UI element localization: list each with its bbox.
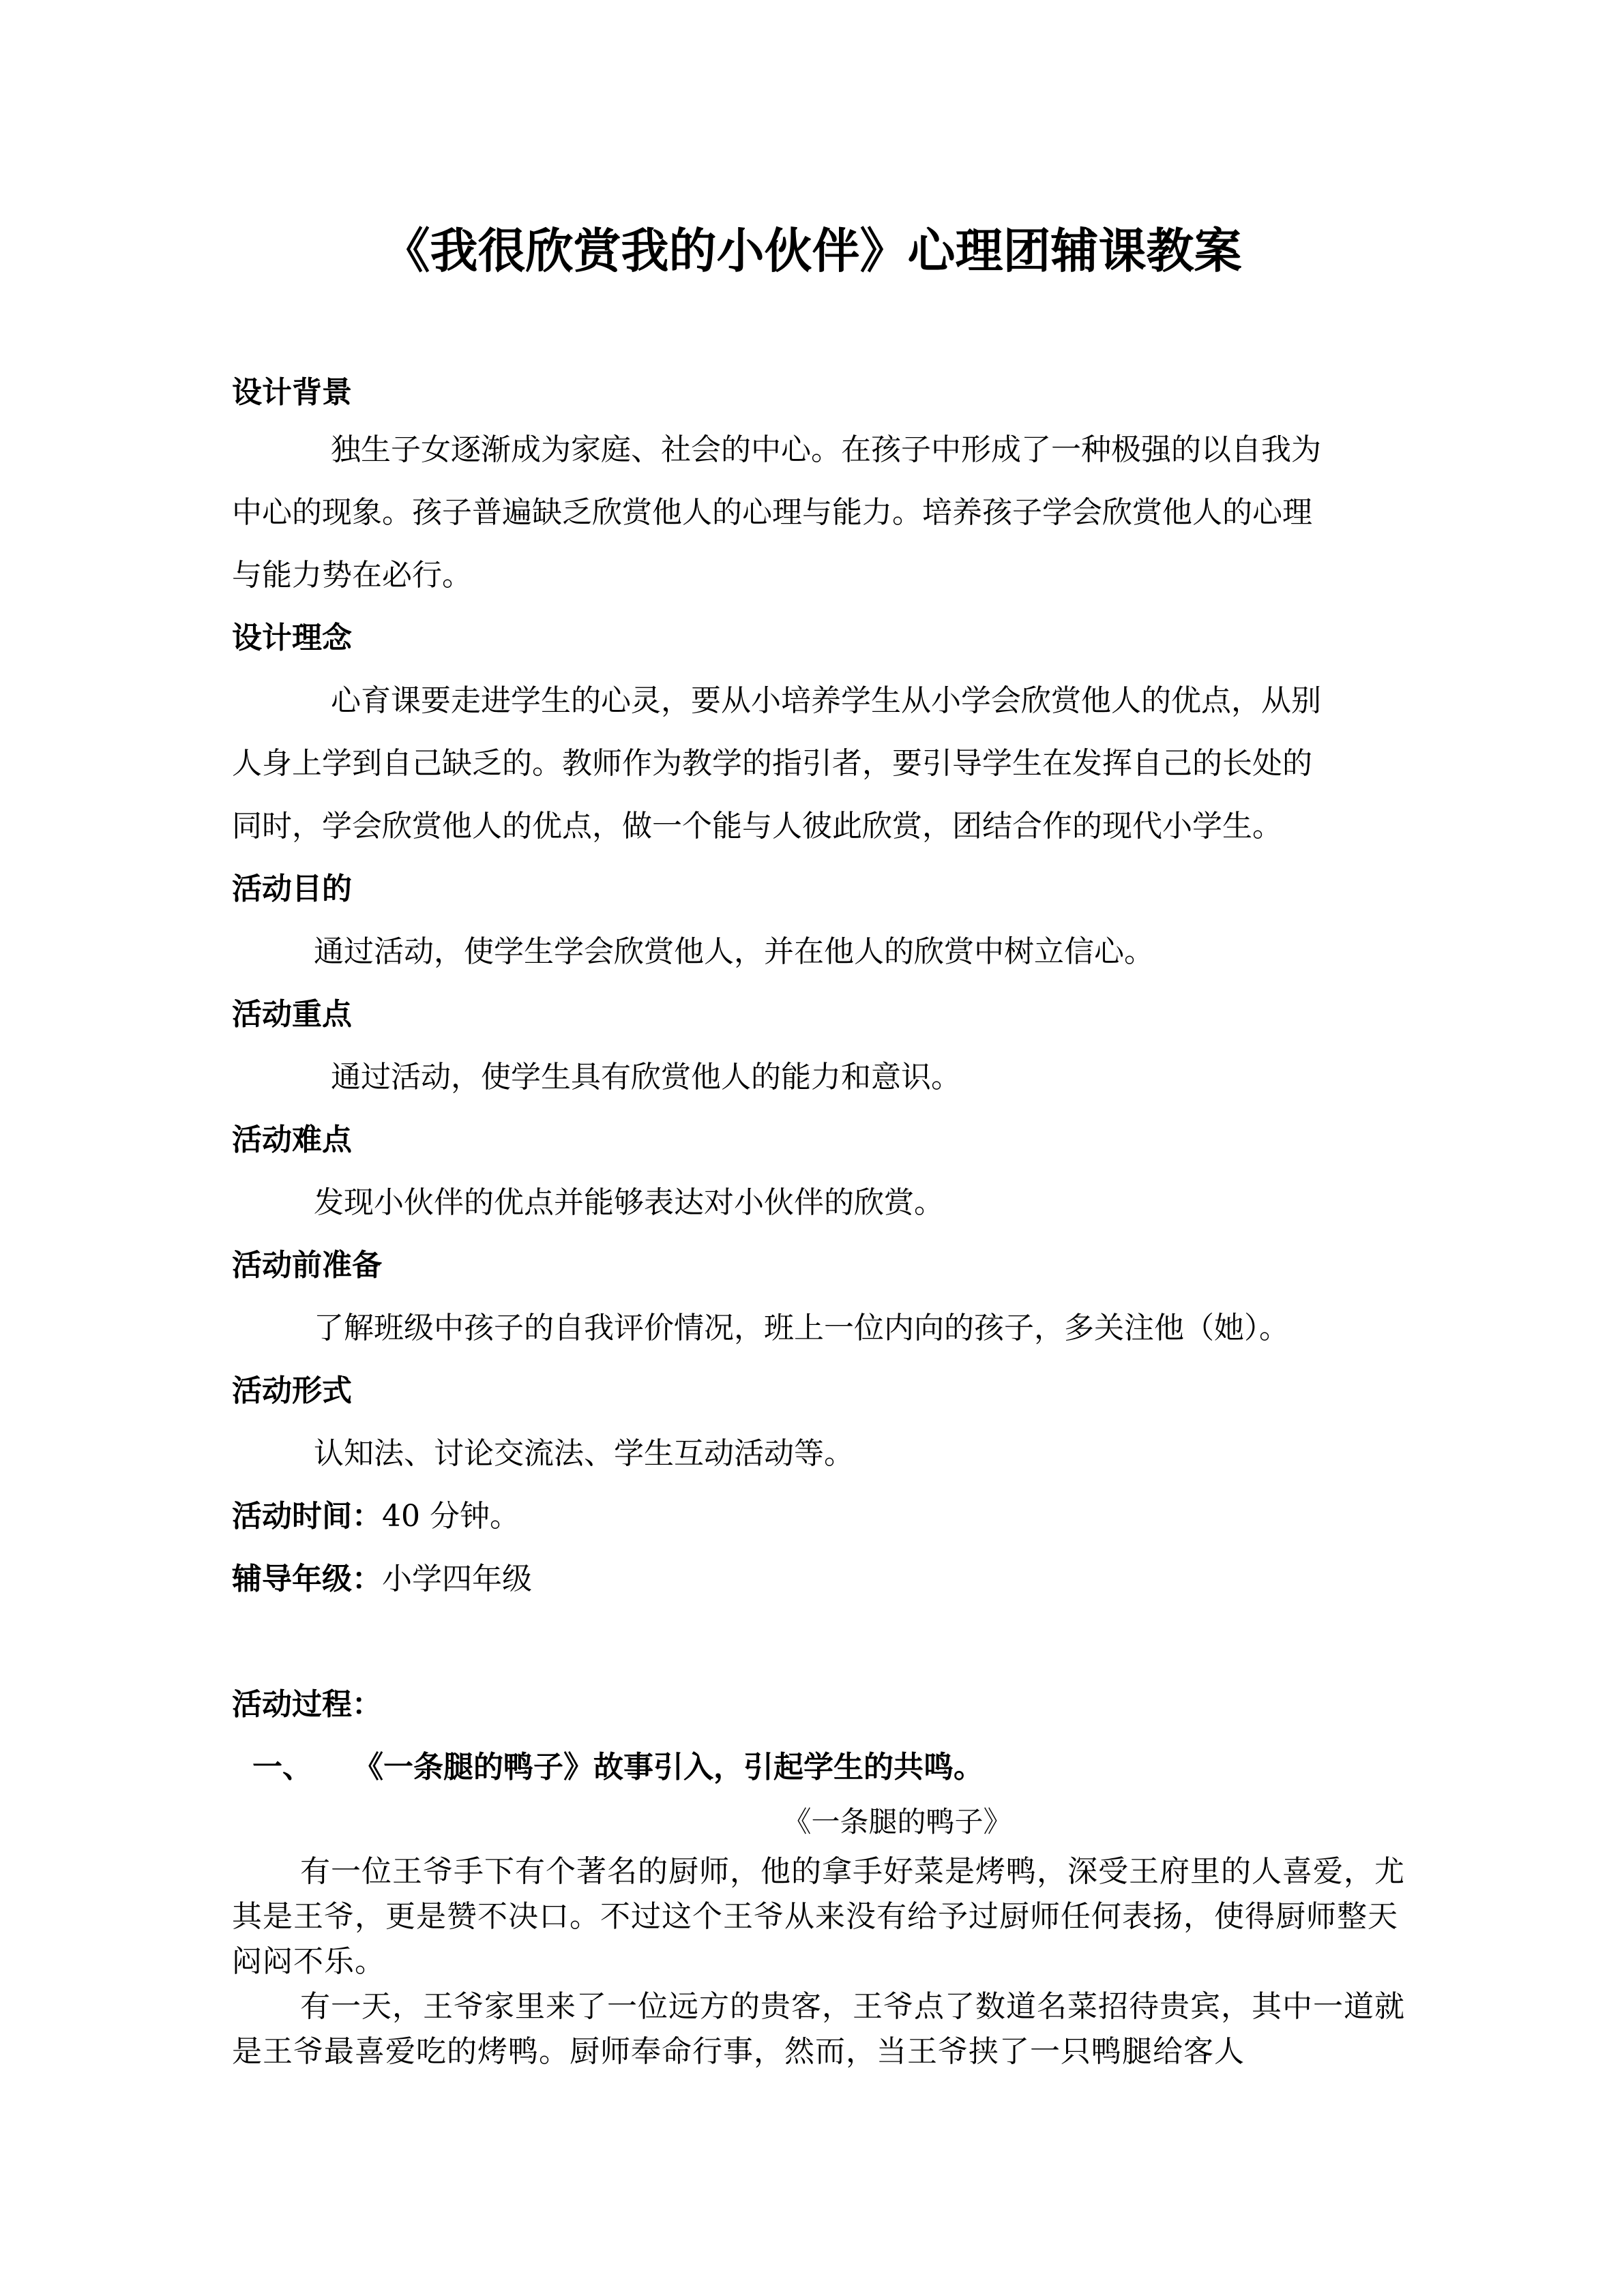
heading-preparation: 活动前准备 <box>232 1248 382 1283</box>
story-paragraph-2: 有一天，王爷家里来了一位远方的贵客，王爷点了数道名菜招待贵宾，其中一道就是王爷最喜爱吃的烤鸭。厨师奉命行事，然而，当王爷挟了一只鸭腿给客人 <box>232 1989 1405 2069</box>
heading-focus: 活动重点 <box>232 997 352 1032</box>
heading-difficulty: 活动难点 <box>232 1122 352 1157</box>
time-label: 活动时间： <box>232 1499 382 1534</box>
grade-value: 小学四年级 <box>382 1562 532 1596</box>
background-line-1: 独生子女逐渐成为家庭、社会的中心。在孩子中形成了一种极强的以自我为 <box>331 432 1321 467</box>
background-line-3: 与能力势在必行。 <box>232 558 472 593</box>
goal-text: 通过活动，使学生学会欣赏他人，并在他人的欣赏中树立信心。 <box>314 934 1154 969</box>
grade-row <box>232 1559 532 1600</box>
document-title: 《我很欣赏我的小伙伴》心理团辅课教案 <box>382 223 1242 279</box>
story-paragraph-1: 有一位王爷手下有个著名的厨师，他的拿手好菜是烤鸭，深受王府里的人喜爱，尤其是王爷，更是赞不决口。不过这个王爷从来没有给予过厨师任何表扬，使得厨师整天闷闷不乐。 <box>232 1854 1405 1979</box>
step-number: 一、 <box>252 1750 312 1785</box>
heading-concept: 设计理念 <box>232 621 352 655</box>
concept-line-2: 人身上学到自己缺乏的。教师作为教学的指引者，要引导学生在发挥自己的长处的 <box>232 746 1312 781</box>
heading-goal: 活动目的 <box>232 871 352 906</box>
heading-process: 活动过程： <box>232 1687 382 1722</box>
concept-line-1: 心育课要走进学生的心灵，要从小培养学生从小学会欣赏他人的优点，从别 <box>331 683 1321 718</box>
form-text: 认知法、讨论交流法、学生互动活动等。 <box>314 1436 854 1471</box>
heading-form: 活动形式 <box>232 1373 352 1408</box>
difficulty-text: 发现小伙伴的优点并能够表达对小伙伴的欣赏。 <box>314 1185 944 1220</box>
time-row <box>232 1496 520 1537</box>
process-step-1 <box>252 1747 984 1788</box>
grade-label: 辅导年级： <box>232 1562 382 1596</box>
background-line-2: 中心的现象。孩子普遍缺乏欣赏他人的心理与能力。培养孩子学会欣赏他人的心理 <box>232 495 1312 530</box>
story-title: 《一条腿的鸭子》 <box>782 1805 1012 1838</box>
time-value: 40 分钟。 <box>382 1499 520 1534</box>
concept-line-3: 同时，学会欣赏他人的优点，做一个能与人彼此欣赏，团结合作的现代小学生。 <box>232 809 1282 844</box>
preparation-text: 了解班级中孩子的自我评价情况，班上一位内向的孩子，多关注他（她）。 <box>314 1311 1289 1345</box>
step-title: 《一条腿的鸭子》故事引入，引起学生的共鸣。 <box>353 1750 984 1785</box>
heading-background: 设计背景 <box>232 375 352 410</box>
focus-text: 通过活动，使学生具有欣赏他人的能力和意识。 <box>331 1060 961 1094</box>
